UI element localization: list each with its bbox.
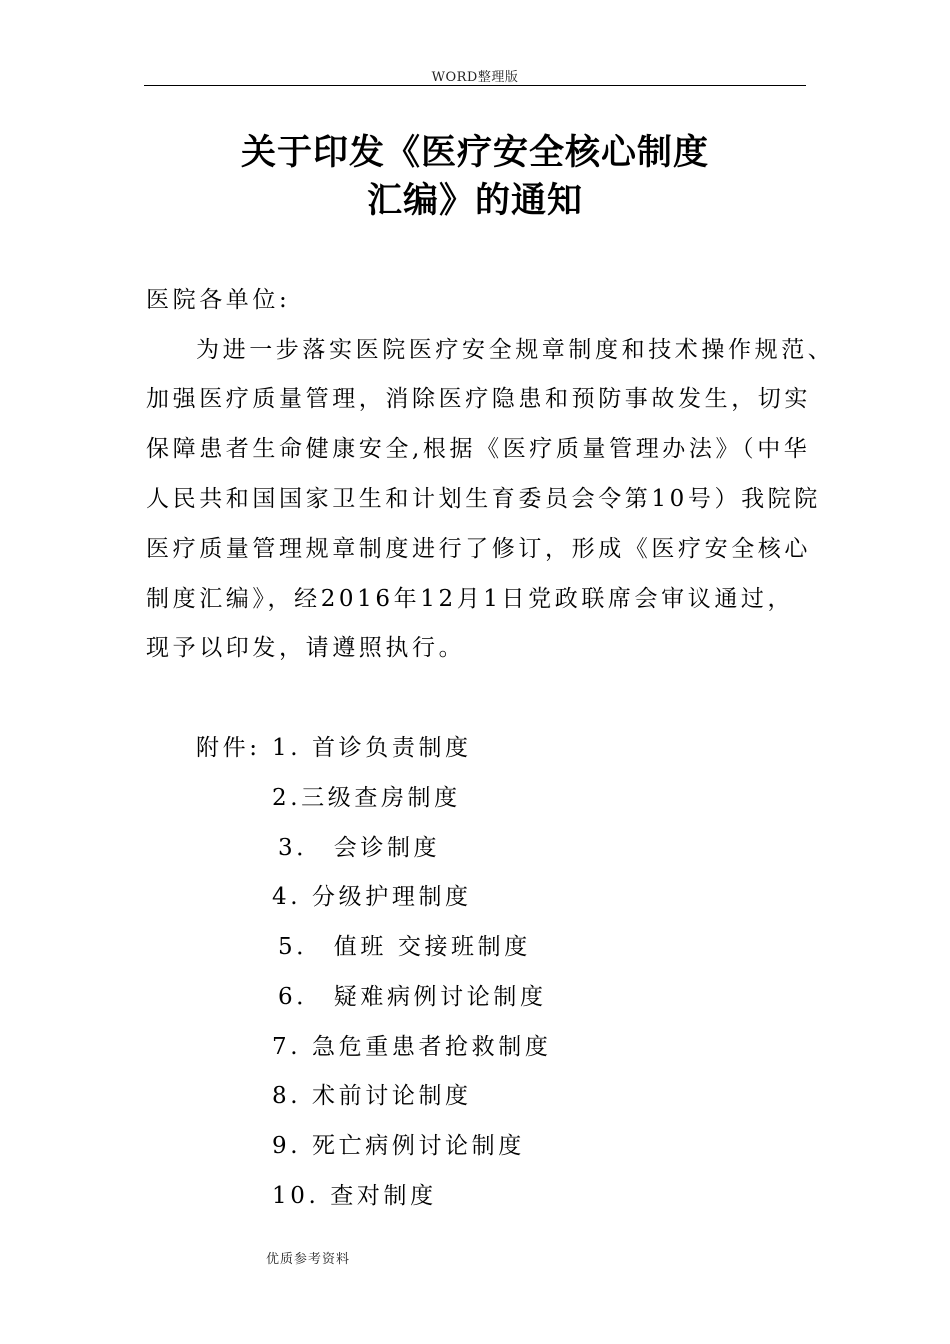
attachment-item: 8. 术前讨论制度 <box>272 1083 472 1109</box>
page-footer: 优质参考资料 <box>266 1252 351 1267</box>
attachment-item: 7. 急危重患者抢救制度 <box>272 1034 552 1060</box>
paragraph-line: 现予以印发，请遵照执行。 <box>146 635 466 661</box>
attachment-item: 5． 值班 交接班制度 <box>278 934 531 960</box>
paragraph-line: 保障患者生命健康安全,根据《医疗质量管理办法》（中华 <box>146 436 811 462</box>
attachment-item: 10. 查对制度 <box>272 1183 437 1209</box>
paragraph-line: 制度汇编》，经2016年12月1日党政联席会审议通过， <box>146 586 795 612</box>
salutation: 医院各单位: <box>146 287 291 313</box>
attachment-item: 9. 死亡病例讨论制度 <box>272 1133 525 1159</box>
attachment-item: 3． 会诊制度 <box>278 835 441 861</box>
title-line-2: 汇编》的通知 <box>366 181 583 221</box>
attachment-item: 4. 分级护理制度 <box>272 884 472 910</box>
attachments-label: 附件: <box>196 735 261 761</box>
header-divider <box>144 85 806 86</box>
paragraph-line: 医疗质量管理规章制度进行了修订，形成《医疗安全核心 <box>146 536 811 562</box>
paragraph-line: 加强医疗质量管理，消除医疗隐患和预防事故发生，切实 <box>146 386 811 412</box>
attachment-item: 2.三级查房制度 <box>272 785 461 811</box>
paragraph-line: 为进一步落实医院医疗安全规章制度和技术操作规范、 <box>196 337 835 363</box>
header-label: WORD整理版 <box>431 70 519 85</box>
attachment-item: 6． 疑难病例讨论制度 <box>278 984 547 1010</box>
title-line-1: 关于印发《医疗安全核心制度 <box>240 133 709 173</box>
attachment-item: 1. 首诊负责制度 <box>272 735 472 761</box>
paragraph-line: 人民共和国国家卫生和计划生育委员会令第10号）我院院 <box>146 486 821 512</box>
